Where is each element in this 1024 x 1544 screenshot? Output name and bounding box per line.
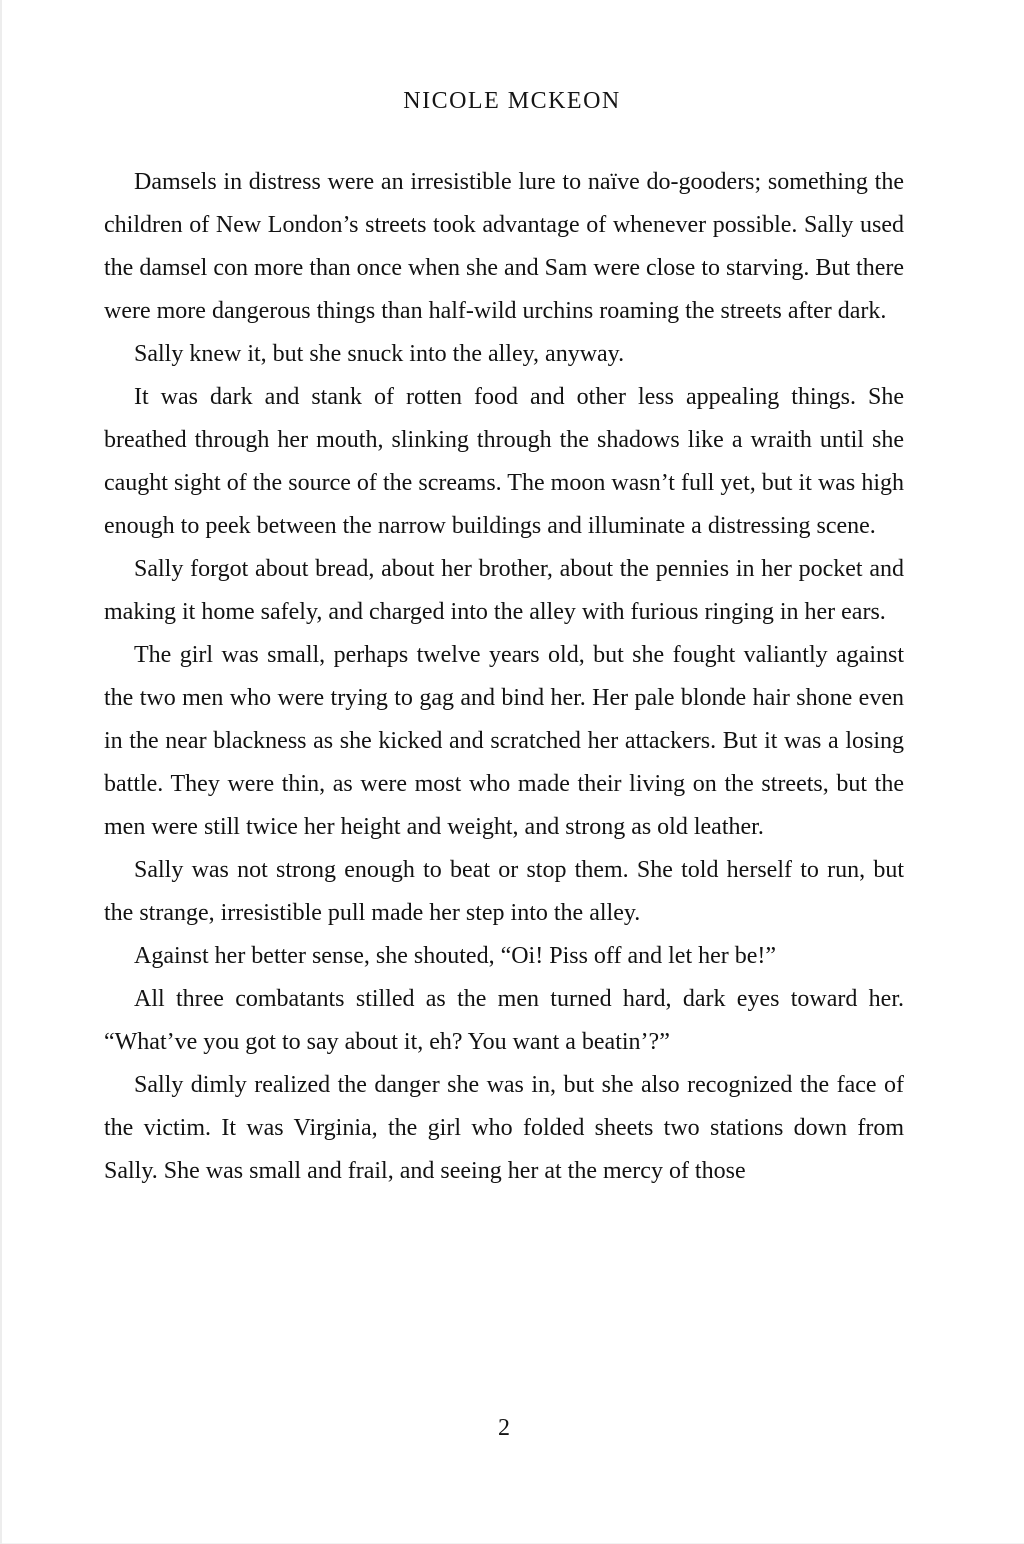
paragraph: All three combatants stilled as the men turned hard, dark eyes toward her. “What’ve you got to say about it, eh? You want a beatin’?”	[104, 986, 904, 1055]
body-text	[104, 161, 904, 1193]
running-header: NICOLE MCKEON	[403, 88, 621, 114]
paragraph: Sally was not strong enough to beat or stop them. She told herself to run, but the strange, irresistible pull made her step into the alley.	[104, 857, 904, 926]
paragraph: It was dark and stank of rotten food and other less appealing things. She breathed through her mouth, slinking through the shadows like a wraith until she caught sight of the source of the screams. The moon wasn’t full yet, but it was high enough to peek between the narrow buildings and illuminate a distressing scene.	[104, 384, 904, 539]
paragraph: The girl was small, perhaps twelve years old, but she fought valiantly against the two men who were trying to gag and bind her. Her pale blonde hair shone even in the near blackness as she kicked and scratched her attackers. But it was a losing battle. They were thin, as were most who made their living on the streets, but the men were still twice her height and weight, and strong as old leather.	[104, 642, 904, 840]
paragraph: Sally forgot about bread, about her brother, about the pennies in her pocket and making it home safely, and charged into the alley with furious ringing in her ears.	[104, 556, 904, 625]
page-number: 2	[498, 1415, 510, 1441]
paragraph: Against her better sense, she shouted, “Oi! Piss off and let her be!”	[134, 943, 777, 969]
paragraph: Sally dimly realized the danger she was in, but she also recognized the face of the victim. It was Virginia, the girl who folded sheets two stations down from Sally. She was small and frail, and seeing her at the mercy of those	[104, 1072, 904, 1184]
paragraph: Sally knew it, but she snuck into the alley, anyway.	[134, 341, 625, 367]
paragraph: Damsels in distress were an irresistible lure to naïve do-gooders; something the children of New London’s streets took advantage of whenever possible. Sally used the damsel con more than once when she and Sam were close to starving. But there were more dangerous things than half-wild urchins roaming the streets after dark.	[104, 169, 904, 324]
